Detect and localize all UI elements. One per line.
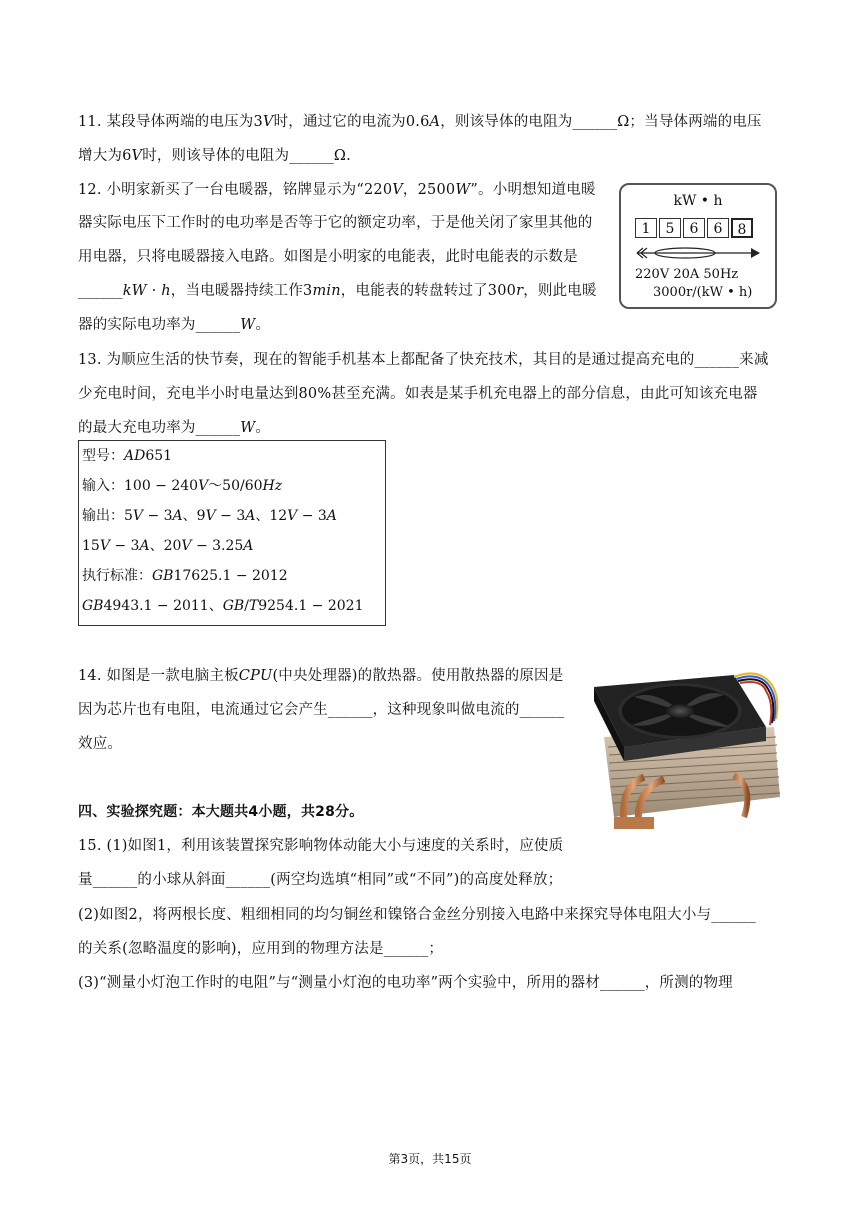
q14-line-2: 因为芯片也有电阻，电流通过它会产生______，这种现象叫做电流的______ xyxy=(78,702,565,718)
rotation-arrow-icon xyxy=(635,245,765,261)
meter-digit: 6 xyxy=(683,218,705,238)
q13-line-1: 13. 为顺应生活的快节奏，现在的智能手机基本上都配备了快充技术，其目的是通过提高充电的______来减 xyxy=(78,352,769,368)
meter-digit: 5 xyxy=(659,218,681,238)
charger-spec-table xyxy=(78,440,386,626)
meter-spec-constant: 3000r/(kW • h) xyxy=(653,285,753,300)
spec-row-standard-2: 𝐺𝐵4943.1 − 2011、𝐺𝐵/𝑇9254.1 − 2021 xyxy=(82,598,364,614)
q15-line-2: 量______的小球从斜面______(两空均选填“相同”或“不同”)的高度处释放； xyxy=(78,872,563,888)
q13-line-2: 少充电时间，充电半小时电量达到80%甚至充满。如表是某手机充电器上的部分信息，由此可知该充电器 xyxy=(78,386,758,402)
q12-line-3: 用电器，只将电暖器接入电路。如图是小明家的电能表，此时电能表的示数是 xyxy=(78,249,578,265)
q11-line-1: 11. 某段导体两端的电压为3𝑉时，通过它的电流为0.6𝐴，则该导体的电阻为______Ω；当导体两端的电压 xyxy=(78,114,762,130)
meter-spec-rating: 220V 20A 50Hz xyxy=(635,267,739,282)
q15-line-1: 15. (1)如图1，利用该装置探究影响物体动能大小与速度的关系时，应使质 xyxy=(78,838,564,854)
q15-line-5: (3)“测量小灯泡工作时的电阻”与“测量小灯泡的电功率”两个实验中，所用的器材______，所测的物理 xyxy=(78,975,733,991)
spec-row-output: 输出：5𝑉 − 3𝐴、9𝑉 − 3𝐴、12𝑉 − 3𝐴 xyxy=(82,508,337,524)
q12-line-5: 器的实际电功率为______𝑊。 xyxy=(78,317,271,333)
q12-line-4: ______𝑘𝑊 · ℎ，当电暖器持续工作3𝑚𝑖𝑛，电能表的转盘转过了300𝑟，则此电暖 xyxy=(78,283,597,299)
meter-unit-label: kW • h xyxy=(673,193,723,209)
q12-line-2: 器实际电压下工作时的电功率是否等于它的额定功率，于是他关闭了家里其他的 xyxy=(78,215,593,231)
q12-line-1: 12. 小明家新买了一台电暖器，铭牌显示为“220𝑉，2500𝑊”。小明想知道电暖 xyxy=(78,182,596,198)
page-number-footer: 第3页，共15页 xyxy=(388,1152,472,1166)
q15-line-4: 的关系(忽略温度的影响)，应用到的物理方法是______； xyxy=(78,941,444,957)
meter-digit: 1 xyxy=(635,218,657,238)
meter-digit-decimal: 8 xyxy=(731,218,753,238)
q11-line-2: 增大为6𝑉时，则该导体的电阻为______Ω. xyxy=(78,148,351,164)
spec-row-standard: 执行标准：𝐺𝐵17625.1 − 2012 xyxy=(82,568,288,584)
meter-digits xyxy=(635,218,755,238)
q14-line-1: 14. 如图是一款电脑主板𝐶𝑃𝑈(中央处理器)的散热器。使用散热器的原因是 xyxy=(78,668,564,684)
meter-digit: 6 xyxy=(707,218,729,238)
electricity-meter-figure xyxy=(619,183,777,309)
q15-line-3: (2)如图2，将两根长度、粗细相同的均匀铜丝和镍铬合金丝分别接入电路中来探究导体电阻大小与______ xyxy=(78,907,756,923)
spec-row-output-2: 15𝑉 − 3𝐴、20𝑉 − 3.25𝐴 xyxy=(82,538,254,554)
spec-row-model: 型号：𝐴𝐷651 xyxy=(82,448,173,464)
cpu-heatsink-image xyxy=(584,667,784,833)
spec-row-input: 输入：100 − 240𝑉～50/60𝐻𝑧 xyxy=(82,478,283,494)
section-heading: 四、实验探究题：本大题共4小题，共28分。 xyxy=(78,804,364,820)
q13-line-3: 的最大充电功率为______𝑊。 xyxy=(78,420,271,436)
q14-line-3: 效应。 xyxy=(78,736,123,752)
